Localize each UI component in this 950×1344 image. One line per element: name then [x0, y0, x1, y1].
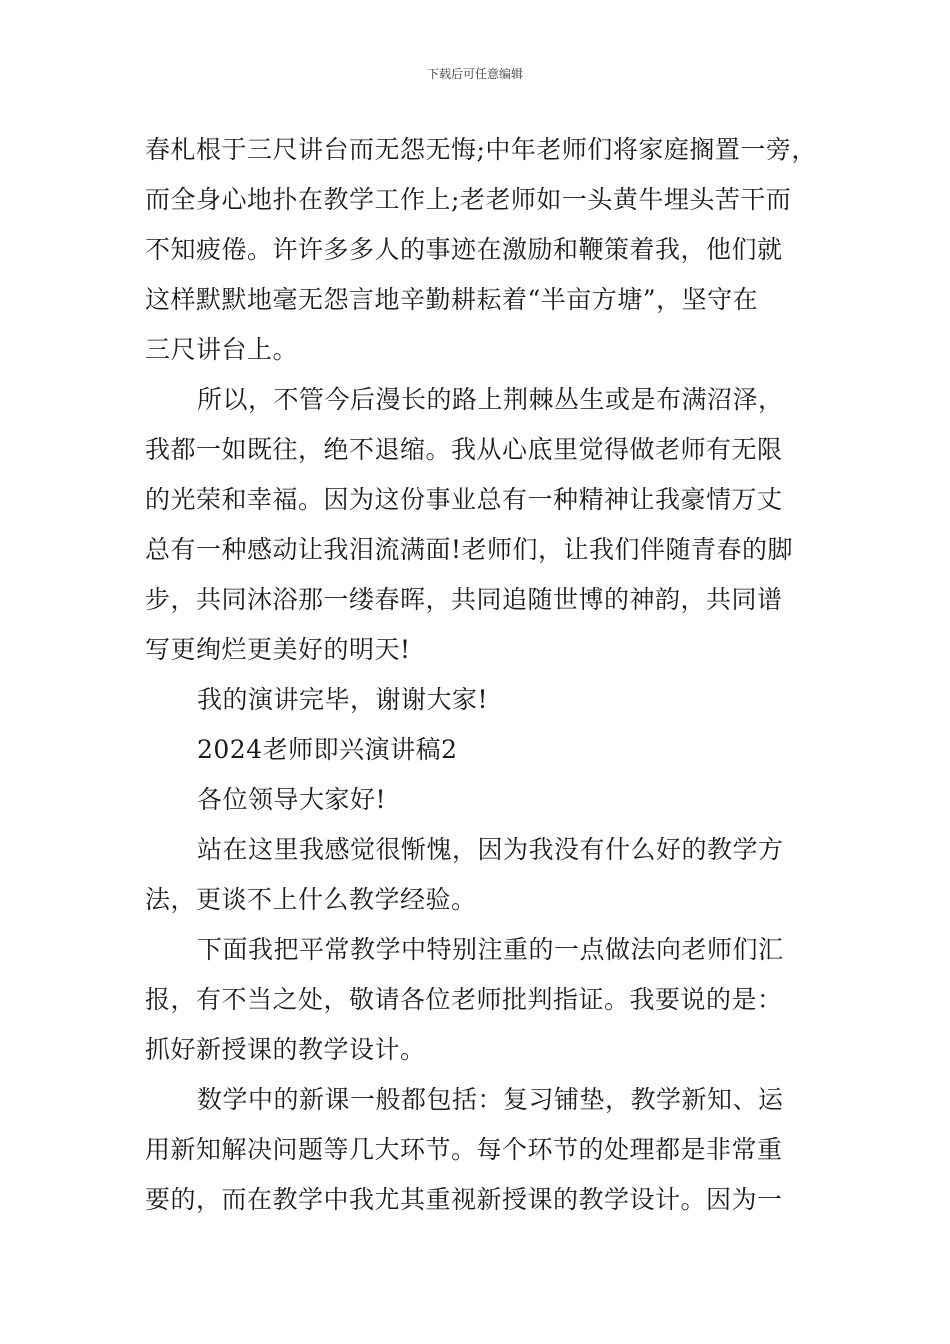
text-line: 三尺讲台上。	[145, 335, 299, 364]
text-line: 步，共同沐浴那一缕春晖，共同追随世博的神韵，共同谱	[145, 585, 783, 614]
paragraph-start: 所以，不管今后漫长的路上荆棘丛生或是布满沼泽，	[197, 385, 784, 414]
text-line: 这样默默地毫无怨言地辛勤耕耘着“半亩方塘”，坚守在	[145, 285, 759, 314]
text-line: 要的，而在教学中我尤其重视新授课的教学设计。因为一	[145, 1185, 783, 1214]
text-line: 春札根于三尺讲台而无怨无悔;中年老师们将家庭搁置一旁，	[145, 135, 817, 164]
text-line: 总有一种感动让我泪流满面!老师们，让我们伴随青春的脚	[145, 535, 794, 564]
section-heading: 2024老师即兴演讲稿2	[197, 735, 458, 764]
text-line: 写更绚烂更美好的明天!	[145, 635, 411, 664]
text-line: 法，更谈不上什么教学经验。	[145, 885, 477, 914]
paragraph-start: 站在这里我感觉很惭愧，因为我没有什么好的教学方	[197, 835, 784, 864]
document-body	[145, 125, 817, 1225]
text-line: 不知疲倦。许许多多人的事迹在激励和鞭策着我，他们就	[145, 235, 783, 264]
text-line: 抓好新授课的教学设计。	[145, 1035, 426, 1064]
text-line: 报，有不当之处，敬请各位老师批判指证。我要说的是：	[145, 985, 783, 1014]
text-line: 而全身心地扑在教学工作上;老老师如一头黄牛埋头苦干而	[145, 185, 792, 214]
greeting: 各位领导大家好!	[197, 785, 387, 814]
text-line: 我都一如既往，绝不退缩。我从心底里觉得做老师有无限	[145, 435, 783, 464]
paragraph-start: 数学中的新课一般都包括：复习铺垫，教学新知、运	[197, 1085, 784, 1114]
paragraph-start: 我的演讲完毕，谢谢大家!	[197, 685, 489, 714]
page-header-note: 下载后可任意编辑	[426, 67, 523, 81]
paragraph-start: 下面我把平常教学中特别注重的一点做法向老师们汇	[197, 935, 784, 964]
text-line: 用新知解决问题等几大环节。每个环节的处理都是非常重	[145, 1135, 783, 1164]
text-line: 的光荣和幸福。因为这份事业总有一种精神让我豪情万丈	[145, 485, 783, 514]
